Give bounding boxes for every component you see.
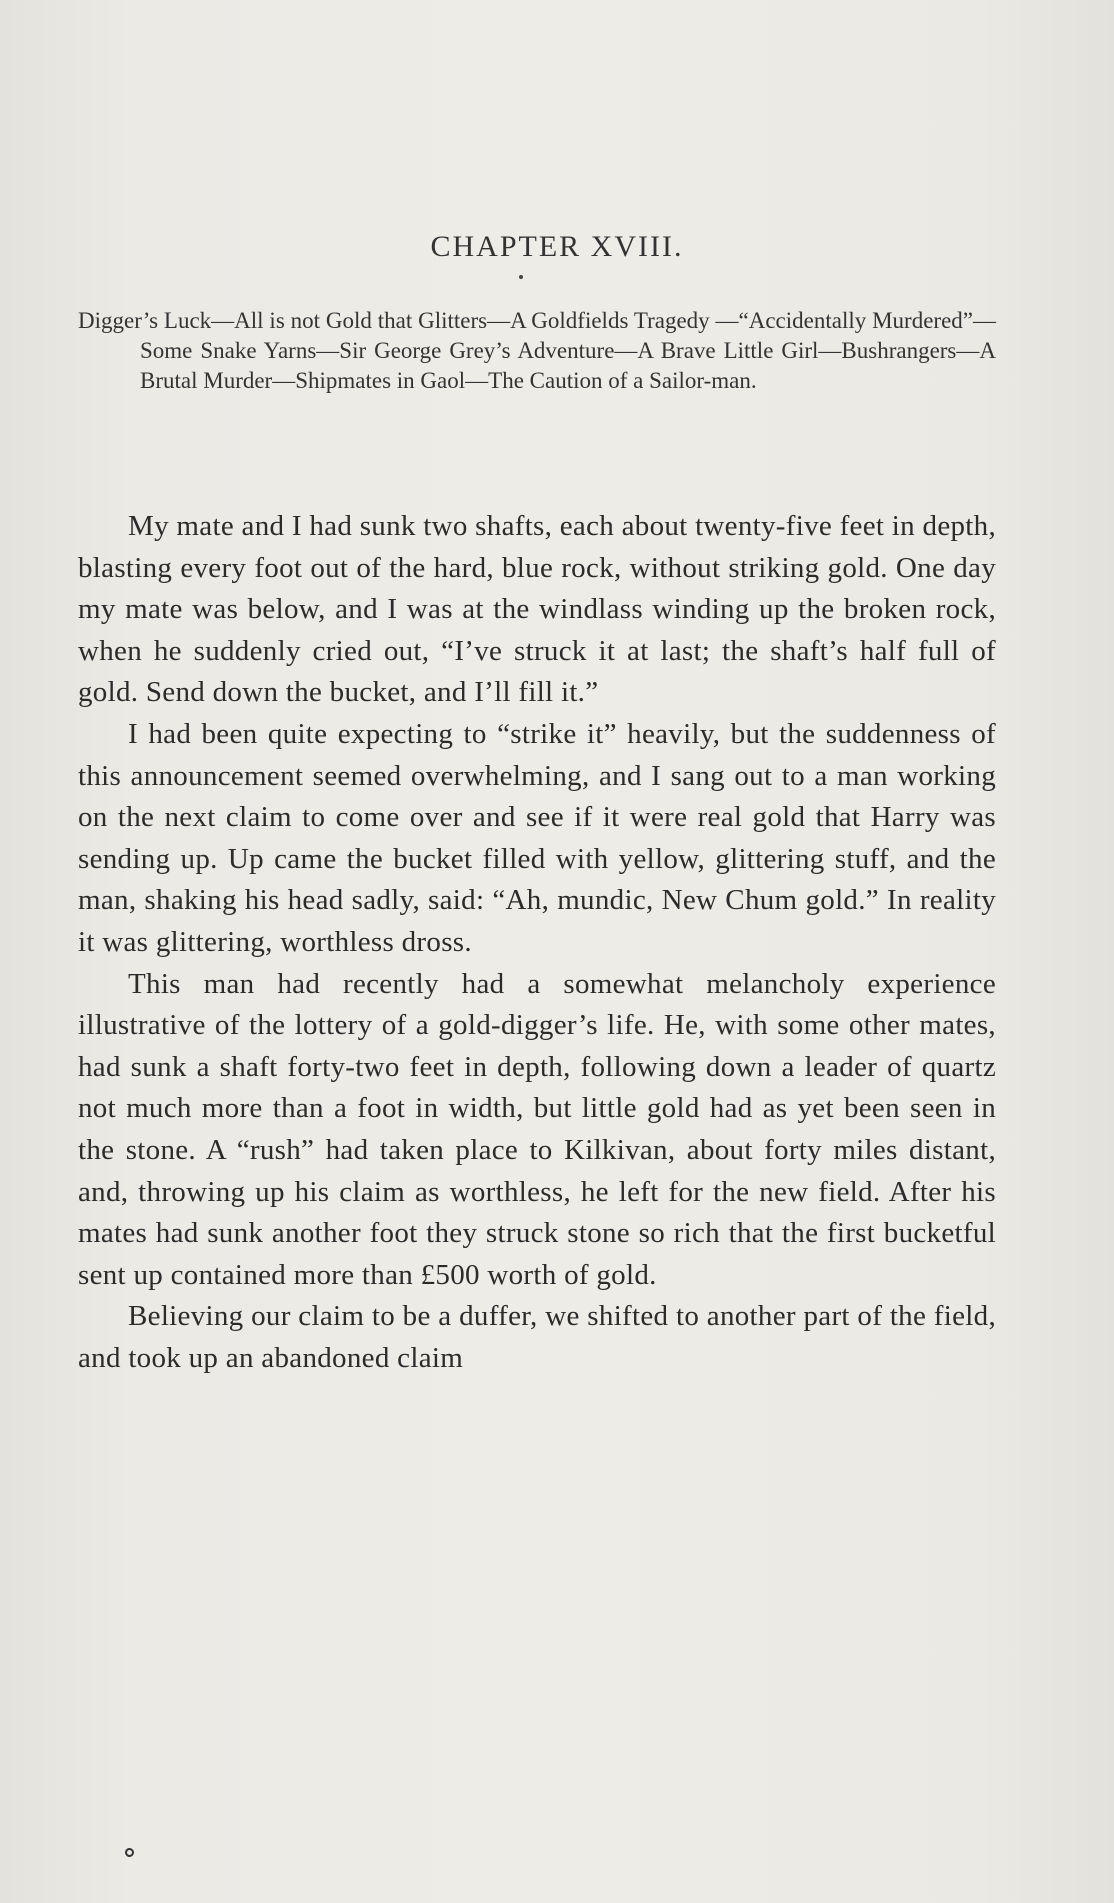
- chapter-synopsis: Digger’s Luck—All is not Gold that Glitters—A Goldfields Tragedy —“Accidentally Murdered”—Some Snake Yarns—Sir George Grey’s Adventure—A Brave Little Girl—Bushrangers—A Brutal Murder—Shipmates in Gaol—The Caution of a Sailor-man.: [78, 308, 996, 393]
- paragraph: Believing our claim to be a duffer, we shifted to another part of the field, and took up an abandoned claim: [78, 1300, 996, 1374]
- page-mark-icon: [125, 1848, 134, 1857]
- paragraph: I had been quite expecting to “strike it” heavily, but the suddenness of this announcement seemed overwhelming, and I sang out to a man working on the next claim to come over and see if it were real gold that Harry was sending up. Up came the bucket filled with yellow, glittering stuff, and the man, shaking his head sadly, said: “Ah, mundic, New Chum gold.” In reality it was glittering, worthless dross.: [78, 717, 996, 958]
- paragraph: This man had recently had a somewhat melancholy experience illustrative of the lottery of a gold-digger’s life. He, with some other mates, had sunk a shaft forty-two feet in depth, following down a leader of quartz not much more than a foot in width, but little gold had as yet been seen in the stone. A “rush” had taken place to Kilkivan, about forty miles distant, and, throwing up his claim as worthless, he left for the new field. After his mates had sunk another foot they struck stone so rich that the first bucketful sent up contained more than £500 worth of gold.: [78, 967, 996, 1291]
- paragraph: My mate and I had sunk two shafts, each about twenty-five feet in depth, blasting every foot out of the hard, blue rock, without striking gold. One day my mate was below, and I was at the windlass winding up the broken rock, when he suddenly cried out, “I’ve struck it at last; the shaft’s half full of gold. Send down the bucket, and I’ll fill it.”: [78, 510, 996, 709]
- chapter-title: CHAPTER XVIII.: [430, 230, 684, 263]
- title-ornament-dot: [519, 275, 523, 279]
- chapter-body: [78, 506, 996, 1379]
